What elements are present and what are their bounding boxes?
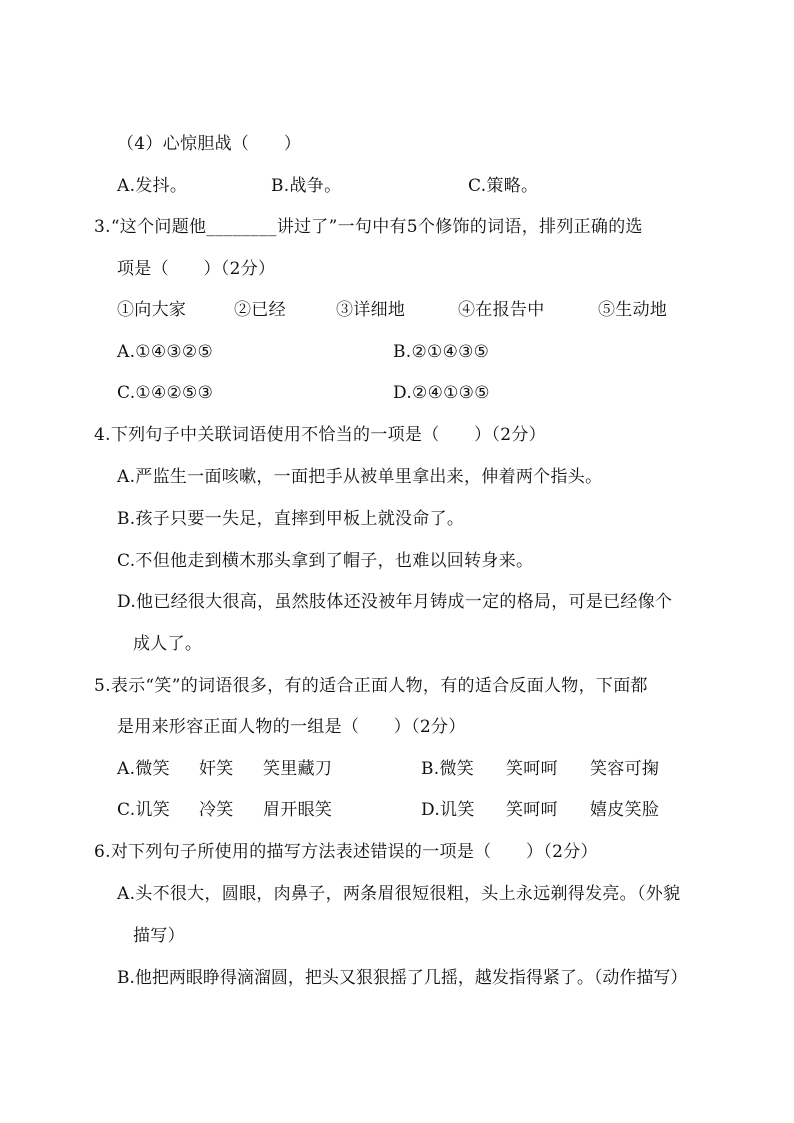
option-b: B.战争。 [271,176,342,196]
question-4-option-b: B.孩子只要一失足，直摔到甲板上就没命了。 [117,509,465,529]
question-6-option-a-line1: A.头不很大，圆眼，肉鼻子，两条眉很短很粗，头上永远剃得发亮。（外貌 [117,884,681,904]
option-b-word3: 笑容可掬 [590,759,660,779]
option-d-word1: D.讥笑 [421,800,475,820]
option-c-word1: C.讥笑 [117,800,171,820]
question-6-option-b: B.他把两眼睁得滴溜圆，把头又狠狠摇了几摇，越发指得紧了。（动作描写） [117,968,688,988]
option-b-word2: 笑呵呵 [506,759,558,779]
option-c: C.①④②⑤③ [117,383,214,403]
item-5: ⑤生动地 [598,300,668,320]
option-a-word3: 笑里藏刀 [263,759,333,779]
question-4-option-d-line1: D.他已经很大很高，虽然肢体还没被年月铸成一定的格局，可是已经像个 [117,592,673,612]
option-c-word2: 冷笑 [199,800,234,820]
question-3-stem-line1: 3.“这个问题他________讲过了”一句中有5个修饰的词语，排列正确的选 [94,217,643,237]
question-3-stem-line2: 项是（ ）（2分） [117,259,276,279]
question-6-option-a-line2: 描写） [133,926,185,946]
option-c-word3: 眉开眼笑 [263,800,333,820]
question-5-stem-line1: 5.表示“笑”的词语很多，有的适合正面人物，有的适合反面人物，下面都 [94,676,648,696]
option-a-word1: A.微笑 [117,759,170,779]
option-d-word2: 笑呵呵 [506,800,558,820]
question-4-option-d-line2: 成人了。 [133,634,203,654]
option-d-word3: 嬉皮笑脸 [590,800,660,820]
option-a: A.发抖。 [117,176,188,196]
option-d: D.②④①③⑤ [393,383,490,403]
item-3: ③详细地 [336,300,406,320]
question-4-stem: 4.下列句子中关联词语使用不恰当的一项是（ ）（2分） [94,425,546,445]
item-1: ①向大家 [117,300,187,320]
option-b-word1: B.微笑 [421,759,475,779]
item-2: ②已经 [234,300,286,320]
question-6-stem: 6.对下列句子所使用的描写方法表述错误的一项是（ ）（2分） [94,842,598,862]
question-5-stem-line2: 是用来形容正面人物的一组是（ ）（2分） [117,717,466,737]
question-4-option-c: C.不但他走到横木那头拿到了帽子，也难以回转身来。 [117,551,534,571]
question-4-option-a: A.严监生一面咳嗽，一面把手从被单里拿出来，伸着两个指头。 [117,467,603,487]
option-a: A.①④③②⑤ [117,342,213,362]
sub-question-4: （4）心惊胆战（ ） [117,134,302,154]
option-c: C.策略。 [468,176,539,196]
item-4: ④在报告中 [458,300,545,320]
option-a-word2: 奸笑 [199,759,234,779]
option-b: B.②①④③⑤ [393,342,490,362]
